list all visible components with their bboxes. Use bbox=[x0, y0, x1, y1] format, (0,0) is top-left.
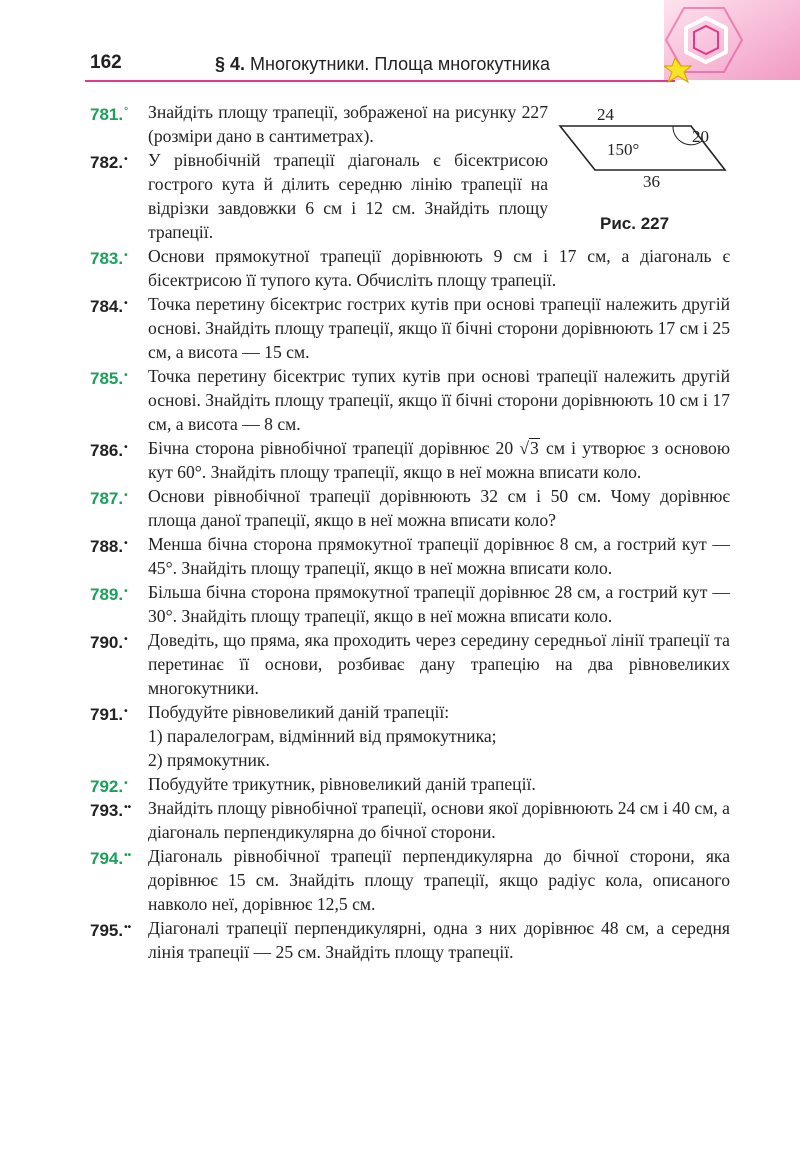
problem-number: 789.• bbox=[90, 585, 128, 604]
problem-number: 790.• bbox=[90, 633, 128, 652]
problem-number: 794.•• bbox=[90, 849, 132, 868]
problem-number: 792.• bbox=[90, 777, 128, 796]
problem-795 bbox=[90, 916, 730, 964]
problem-787 bbox=[90, 484, 730, 532]
problem-number: 793.•• bbox=[90, 801, 132, 820]
problem-text: Менша бічна сторона прямокутної трапеції дорівнює 8 см, а гострий кут — 45°. Знайдіть площу трапеції, якщо в неї можна вписати коло. bbox=[148, 534, 730, 578]
problem-subitem: 1) паралелограм, відмінний від прямокутника; bbox=[148, 726, 497, 746]
section-name: Многокутники. Площа многокутника bbox=[250, 54, 550, 74]
problem-794 bbox=[90, 844, 730, 916]
problem-number: 795.•• bbox=[90, 921, 132, 940]
problem-text: Основи рівнобічної трапеції дорівнюють 32 см і 50 см. Чому дорівнює площа даної трапеції, якщо в неї можна вписати коло? bbox=[148, 486, 730, 530]
label-angle: 150° bbox=[607, 140, 640, 159]
problem-785 bbox=[90, 364, 730, 436]
problem-text: Більша бічна сторона прямокутної трапеції дорівнює 28 см, а гострий кут — 30°. Знайдіть площу трапеції, якщо в неї можна вписати коло. bbox=[148, 582, 730, 626]
problem-text: Основи прямокутної трапеції дорівнюють 9 см і 17 см, а діагональ є бісектрисою її тупого кута. Обчисліть площу трапеції. bbox=[148, 246, 730, 290]
section-label: § 4. bbox=[215, 54, 246, 74]
label-bottom: 36 bbox=[643, 172, 660, 191]
problem-791 bbox=[90, 700, 730, 772]
problem-text: Доведіть, що пряма, яка проходить через середину середньої лінії трапеції та перетинає її основи, розбиває дану трапецію на два рівновеликих многокутники. bbox=[148, 630, 730, 698]
problem-782 bbox=[90, 148, 730, 244]
problem-text: Точка перетину бісектрис гострих кутів при основі трапеції належить другій основі. Знайдіть площу трапеції, якщо її бічні сторони дорівнюють 17 см і 25 см, а висота — 15 см. bbox=[148, 294, 730, 362]
label-right: 20 bbox=[692, 127, 709, 146]
problem-text: Діагоналі трапеції перпендикулярні, одна з них дорівнює 48 см, а середня лінія трапеції — 25 см. Знайдіть площу трапеції. bbox=[148, 918, 730, 962]
problem-786 bbox=[90, 436, 730, 484]
problem-number: 788.• bbox=[90, 537, 128, 556]
problem-text: Побудуйте рівновеликий даній трапеції: bbox=[148, 702, 450, 722]
problem-792 bbox=[90, 772, 730, 796]
problem-text: Знайдіть площу рівнобічної трапеції, основи якої дорівнюють 24 см і 40 см, а діагональ перпендикулярна до бічної сторони. bbox=[148, 798, 730, 842]
problem-subitem: 2) прямокутник. bbox=[148, 750, 270, 770]
problem-number: 787.• bbox=[90, 489, 128, 508]
problem-text: Точка перетину бісектрис тупих кутів при основі трапеції належить другій основі. Знайдіть площу трапеції, якщо її бічні сторони дорівнюють 10 см і 17 см, а висота — 8 см. bbox=[148, 366, 730, 434]
problem-793 bbox=[90, 796, 730, 844]
page-header bbox=[0, 0, 800, 90]
page-number: 162 bbox=[90, 52, 122, 73]
problem-789 bbox=[90, 580, 730, 628]
problem-number: 785.• bbox=[90, 369, 128, 388]
problem-number: 784.• bbox=[90, 297, 128, 316]
problem-781 bbox=[90, 100, 730, 148]
hexagon-star-icon bbox=[664, 0, 800, 90]
header-rule bbox=[85, 80, 675, 82]
problem-text: Побудуйте трикутник, рівновеликий даній трапеції. bbox=[148, 774, 536, 794]
problem-number: 781.° bbox=[90, 105, 129, 124]
problem-number: 782.• bbox=[90, 153, 128, 172]
sqrt-value: 3 bbox=[530, 438, 539, 458]
label-top: 24 bbox=[597, 105, 614, 124]
section-title bbox=[215, 54, 550, 75]
problem-number: 791.• bbox=[90, 705, 128, 724]
figure-caption: Рис. 227 bbox=[600, 214, 670, 233]
problem-text: Бічна сторона рівнобічної трапеції дорівнює 20 √3 см і утворює з основою кут 60°. Знайдіть площу трапеції, якщо в неї можна вписати коло. bbox=[148, 438, 730, 482]
problem-number: 786.• bbox=[90, 441, 128, 460]
problem-783 bbox=[90, 244, 730, 292]
problem-text: Діагональ рівнобічної трапеції перпендикулярна до бічної сторони, яка дорівнює 15 см. Знайдіть площу трапеції, якщо радіус кола, описаного навколо неї, дорівнює 12,5 см. bbox=[148, 846, 730, 914]
problem-number: 783.• bbox=[90, 249, 128, 268]
problem-text: У рівнобічній трапеції діагональ є бісектрисою гострого кута й ділить середню лінію трапеції на відрізки завдовжки 6 см і 12 см. Знайдіть площу трапеції. bbox=[148, 150, 548, 242]
problem-list bbox=[90, 100, 730, 964]
problem-790 bbox=[90, 628, 730, 700]
problem-text: Знайдіть площу трапеції, зображеної на рисунку 227 (розміри дано в сантиметрах). bbox=[148, 102, 548, 146]
problem-788 bbox=[90, 532, 730, 580]
problem-784 bbox=[90, 292, 730, 364]
